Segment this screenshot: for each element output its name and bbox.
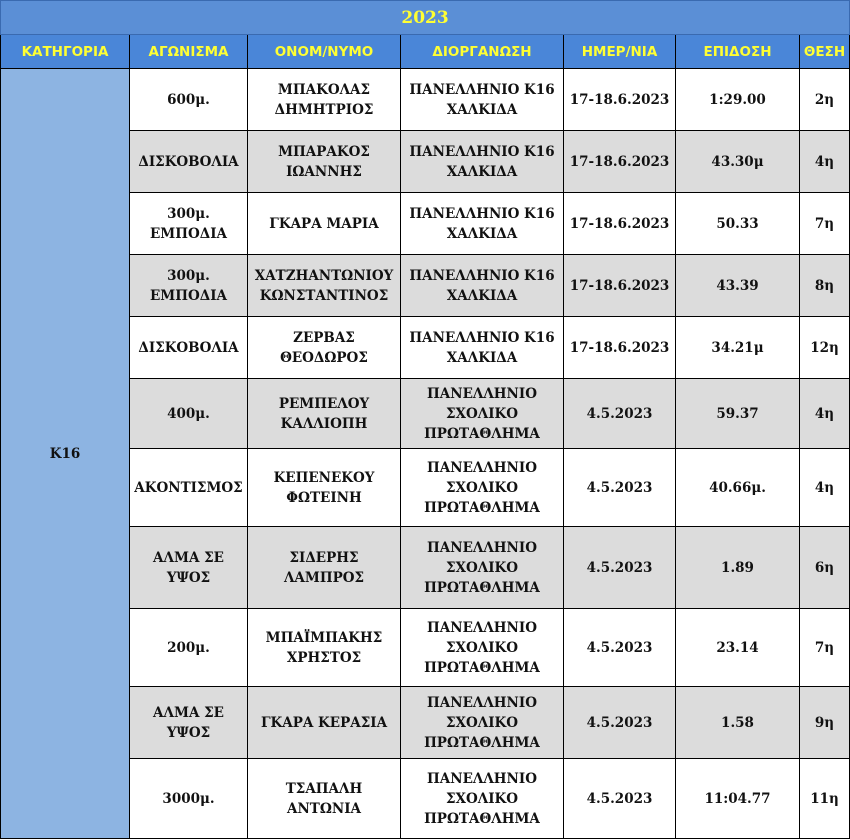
event-cell: 300μ. ΕΜΠΟΔΙΑ: [130, 193, 248, 255]
date-cell: 17-18.6.2023: [564, 255, 676, 317]
event-cell: ΑΛΜΑ ΣΕ ΥΨΟΣ: [130, 527, 248, 609]
place-cell: 12η: [800, 317, 850, 379]
date-cell: 17-18.6.2023: [564, 317, 676, 379]
organization-cell: ΠΑΝΕΛΛΗΝΙΟ Κ16 ΧΑΛΚΙΔΑ: [401, 317, 564, 379]
event-cell: 400μ.: [130, 379, 248, 449]
organization-cell: ΠΑΝΕΛΛΗΝΙΟ Κ16 ΧΑΛΚΙΔΑ: [401, 131, 564, 193]
organization-cell: ΠΑΝΕΛΛΗΝΙΟ Κ16 ΧΑΛΚΙΔΑ: [401, 255, 564, 317]
performance-cell: 1:29.00: [676, 69, 800, 131]
organization-cell: ΠΑΝΕΛΛΗΝΙΟ ΣΧΟΛΙΚΟ ΠΡΩΤΑΘΛΗΜΑ: [401, 609, 564, 687]
name-cell: ΣΙΔΕΡΗΣ ΛΑΜΠΡΟΣ: [248, 527, 401, 609]
name-cell: ΤΣΑΠΑΛΗ ΑΝΤΩΝΙΑ: [248, 759, 401, 839]
performance-cell: 59.37: [676, 379, 800, 449]
performance-cell: 43.39: [676, 255, 800, 317]
performance-cell: 43.30μ: [676, 131, 800, 193]
name-cell: ΜΠΑΪΜΠΑΚΗΣ ΧΡΗΣΤΟΣ: [248, 609, 401, 687]
header-performance: ΕΠΙΔΟΣΗ: [676, 35, 800, 69]
place-cell: 6η: [800, 527, 850, 609]
date-cell: 4.5.2023: [564, 609, 676, 687]
event-cell: 300μ. ΕΜΠΟΔΙΑ: [130, 255, 248, 317]
name-cell: ΧΑΤΖΗΑΝΤΩΝΙΟΥ ΚΩΝΣΤΑΝΤΙΝΟΣ: [248, 255, 401, 317]
performance-cell: 11:04.77: [676, 759, 800, 839]
organization-cell: ΠΑΝΕΛΛΗΝΙΟ Κ16 ΧΑΛΚΙΔΑ: [401, 69, 564, 131]
performance-cell: 1.58: [676, 687, 800, 759]
place-cell: 11η: [800, 759, 850, 839]
place-cell: 4η: [800, 449, 850, 527]
date-cell: 4.5.2023: [564, 527, 676, 609]
header-date: ΗΜΕΡ/ΝΙΑ: [564, 35, 676, 69]
event-cell: 200μ.: [130, 609, 248, 687]
date-cell: 4.5.2023: [564, 759, 676, 839]
date-cell: 17-18.6.2023: [564, 131, 676, 193]
year-row: [1, 1, 850, 35]
organization-cell: ΠΑΝΕΛΛΗΝΙΟ Κ16 ΧΑΛΚΙΔΑ: [401, 193, 564, 255]
date-cell: 17-18.6.2023: [564, 193, 676, 255]
organization-cell: ΠΑΝΕΛΛΗΝΙΟ ΣΧΟΛΙΚΟ ΠΡΩΤΑΘΛΗΜΑ: [401, 687, 564, 759]
category-cell: Κ16: [1, 69, 130, 839]
place-cell: 4η: [800, 131, 850, 193]
place-cell: 8η: [800, 255, 850, 317]
place-cell: 4η: [800, 379, 850, 449]
event-cell: ΑΛΜΑ ΣΕ ΥΨΟΣ: [130, 687, 248, 759]
performance-cell: 40.66μ.: [676, 449, 800, 527]
header-category: ΚΑΤΗΓΟΡΙΑ: [1, 35, 130, 69]
place-cell: 7η: [800, 193, 850, 255]
event-cell: ΔΙΣΚΟΒΟΛΙΑ: [130, 131, 248, 193]
name-cell: ΓΚΑΡΑ ΚΕΡΑΣΙΑ: [248, 687, 401, 759]
event-cell: ΑΚΟΝΤΙΣΜΟΣ: [130, 449, 248, 527]
event-cell: 600μ.: [130, 69, 248, 131]
performance-cell: 34.21μ: [676, 317, 800, 379]
name-cell: ΚΕΠΕΝΕΚΟΥ ΦΩΤΕΙΝΗ: [248, 449, 401, 527]
event-cell: 3000μ.: [130, 759, 248, 839]
name-cell: ΡΕΜΠΕΛΟΥ ΚΑΛΛΙΟΠΗ: [248, 379, 401, 449]
performance-cell: 1.89: [676, 527, 800, 609]
name-cell: ΜΠΑΚΟΛΑΣ ΔΗΜΗΤΡΙΟΣ: [248, 69, 401, 131]
name-cell: ΓΚΑΡΑ ΜΑΡΙΑ: [248, 193, 401, 255]
date-cell: 4.5.2023: [564, 687, 676, 759]
date-cell: 4.5.2023: [564, 379, 676, 449]
organization-cell: ΠΑΝΕΛΛΗΝΙΟ ΣΧΟΛΙΚΟ ΠΡΩΤΑΘΛΗΜΑ: [401, 379, 564, 449]
table-row: [1, 69, 850, 131]
header-organization: ΔΙΟΡΓΑΝΩΣΗ: [401, 35, 564, 69]
name-cell: ΜΠΑΡΑΚΟΣ ΙΩΑΝΝΗΣ: [248, 131, 401, 193]
organization-cell: ΠΑΝΕΛΛΗΝΙΟ ΣΧΟΛΙΚΟ ΠΡΩΤΑΘΛΗΜΑ: [401, 759, 564, 839]
header-event: ΑΓΩΝΙΣΜΑ: [130, 35, 248, 69]
event-cell: ΔΙΣΚΟΒΟΛΙΑ: [130, 317, 248, 379]
performance-cell: 23.14: [676, 609, 800, 687]
date-cell: 17-18.6.2023: [564, 69, 676, 131]
place-cell: 2η: [800, 69, 850, 131]
date-cell: 4.5.2023: [564, 449, 676, 527]
place-cell: 9η: [800, 687, 850, 759]
performance-cell: 50.33: [676, 193, 800, 255]
header-place: ΘΕΣΗ: [800, 35, 850, 69]
name-cell: ΖΕΡΒΑΣ ΘΕΟΔΩΡΟΣ: [248, 317, 401, 379]
organization-cell: ΠΑΝΕΛΛΗΝΙΟ ΣΧΟΛΙΚΟ ΠΡΩΤΑΘΛΗΜΑ: [401, 449, 564, 527]
header-name: ΟΝΟΜ/ΝΥΜΟ: [248, 35, 401, 69]
header-row: [1, 35, 850, 69]
place-cell: 7η: [800, 609, 850, 687]
organization-cell: ΠΑΝΕΛΛΗΝΙΟ ΣΧΟΛΙΚΟ ΠΡΩΤΑΘΛΗΜΑ: [401, 527, 564, 609]
year-title: 2023: [1, 1, 850, 35]
